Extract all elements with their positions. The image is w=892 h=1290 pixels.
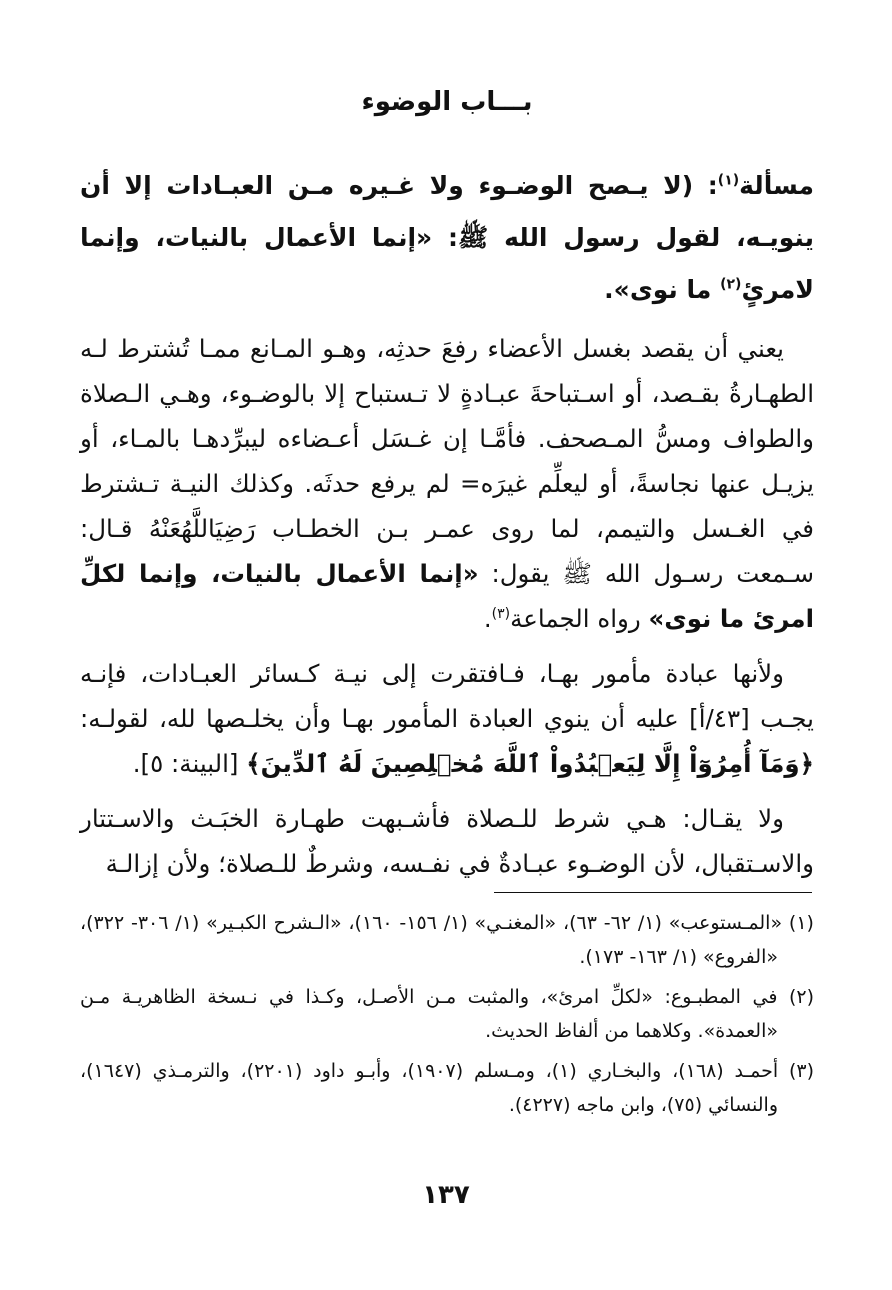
hadith-quote: «إنما الأعمال بالنيات، وإنما لكلِّ امرئ ما نوى» xyxy=(80,559,814,633)
footnote-ref-1: (١) xyxy=(717,172,740,189)
quran-verse: ﴿وَمَآ أُمِرُوٓاْ إِلَّا لِيَعۡبُدُواْ ٱللَّهَ مُخۡلِصِينَ لَهُ ٱلدِّينَ﴾ xyxy=(246,749,814,778)
verse-reference: [البينة: ٥]. xyxy=(132,749,247,778)
footnote-number: (٢) xyxy=(788,986,814,1008)
masala-text-end: ما نوى». xyxy=(604,275,721,304)
footnote-text: في المطبـوع: «لكلِّ امرئ»، والمثبت مـن الأصـل، وكـذا في نـسخة الظاهريـة مـن «العمدة». وكلاهما من ألفاظ الحديث. xyxy=(80,986,778,1042)
paragraph-1-end: . xyxy=(483,604,492,633)
footnote-ref-3: (٣) xyxy=(491,605,511,622)
paragraph-2 xyxy=(80,651,814,786)
masala-text: : (لا يـصح الوضـوء ولا غـيره مـن العبـادات إلا أن ينويـه، لقول رسول الله ﷺ: «إنما الأعمال بالنيات، وإنما لامرئٍ xyxy=(80,171,814,304)
paragraph-3 xyxy=(80,796,814,886)
paragraph-1 xyxy=(80,326,814,641)
chapter-title: بـــاب الوضوء xyxy=(361,87,533,117)
masala-statement xyxy=(80,160,814,316)
paragraph-1-text: يعني أن يقصد بغسل الأعضاء رفعَ حدثِه، وهـو المـانع ممـا تُشترط لـه الطهـارةُ بقـصد، أو اسـتباحةَ عبـادةٍ لا تـستباح إلا بالوضـوء، وهـي الـصلاة والطواف ومسُّ المـصحف. فأمَّـا إن غـسَل أعـضاءه ليبرِّدهـا بالمـاء، أو يزيـل عنها نجاسةً، أو ليعلِّم غيرَه= لم يرفع حدثَه. وكذلك النيـة تـشترط في الغـسل والتيمم، لما روى عمـر بـن الخطـاب رَضِيَاللَّهُعَنْهُ قـال: سـمعت رسـول الله ﷺ يقول: xyxy=(80,334,814,588)
footnote-text: «المـستوعب» (١/ ٦٢- ٦٣)، «المغنـي» (١/ ١٥٦- ١٦٠)، «الـشرح الكبـير» (١/ ٣٠٦- ٣٢٢)، «الفروع» (١/ ١٦٣- ١٧٣). xyxy=(80,912,783,968)
paragraph-3-text: ولا يقـال: هـي شرط للـصلاة فأشـبهت طهـارة الخبَـث والاسـتتار والاسـتقبال، لأن الوضـوء عبـادةٌ في نفـسه، وشرطٌ للـصلاة؛ ولأن إزالـة xyxy=(80,804,814,878)
paragraph-2-text: ولأنها عبادة مأمور بهـا، فـافتقرت إلى نيـة كـسائر العبـادات، فإنـه يجـب [٤٣/أ] عليه أن ينوي العبادة المأمور بهـا وأن يخلـصها لله، لقولـه: xyxy=(80,659,814,733)
footnotes xyxy=(80,906,814,1128)
footnote-3 xyxy=(80,1054,814,1122)
footnote-2 xyxy=(80,980,814,1048)
masala-label: مسألة xyxy=(739,171,814,200)
footnote-1 xyxy=(80,906,814,974)
footnote-separator xyxy=(494,892,812,893)
footnote-number: (٣) xyxy=(788,1060,815,1082)
footnote-text: أحمـد (١٦٨)، والبخـاري (١)، ومـسلم (١٩٠٧)، وأبـو داود (٢٢٠١)، والترمـذي (١٦٤٧)، والنسائي (٧٥)، وابن ماجه (٤٢٢٧). xyxy=(80,1060,779,1116)
footnote-number: (١) xyxy=(788,912,814,934)
footnote-ref-2: (٢) xyxy=(720,276,742,293)
paragraph-1-tail: رواه الجماعة xyxy=(510,604,649,633)
page-number: ١٣٧ xyxy=(422,1180,470,1210)
